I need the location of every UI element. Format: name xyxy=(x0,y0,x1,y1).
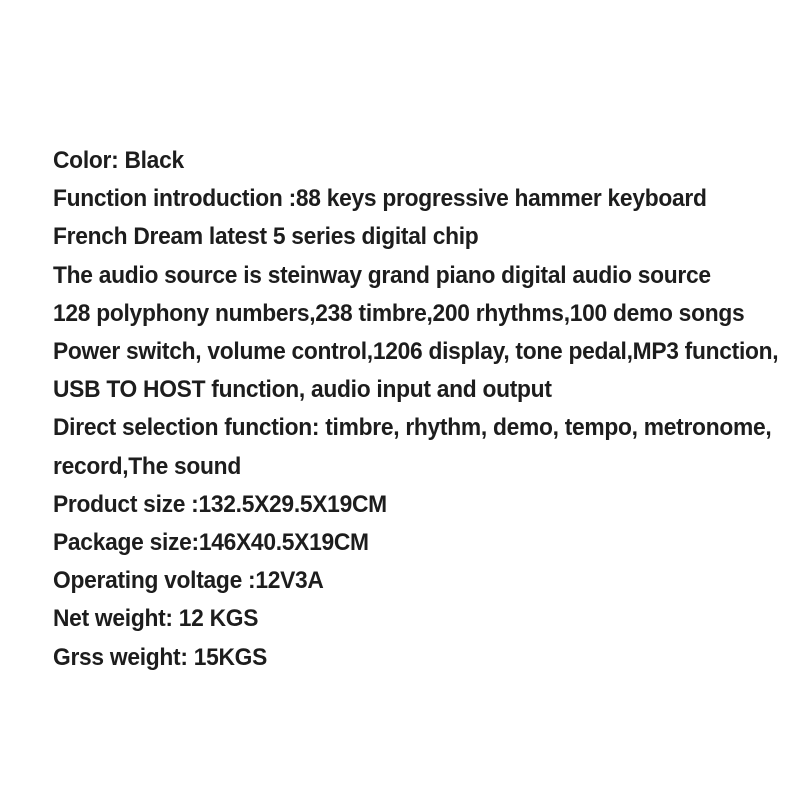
description-line-color: Color: Black xyxy=(53,147,184,174)
description-line-package-size: Package size:146X40.5X19CM xyxy=(53,529,369,557)
description-line-direct-selection: Direct selection function: timbre, rhythm, demo, tempo, metronome, xyxy=(53,414,772,442)
product-description xyxy=(53,142,800,677)
description-line-product-size: Product size :132.5X29.5X19CM xyxy=(53,490,387,518)
description-line-usb: USB TO HOST function, audio input and output xyxy=(53,376,552,404)
description-line-function-intro: Function introduction :88 keys progressive hammer keyboard xyxy=(53,185,707,213)
description-line-record: record,The sound xyxy=(53,452,241,480)
description-line-controls: Power switch, volume control,1206 display, tone pedal,MP3 function, xyxy=(53,338,779,366)
description-line-gross-weight: Grss weight: 15KGS xyxy=(53,643,268,671)
description-line-chip: French Dream latest 5 series digital chip xyxy=(53,223,479,251)
description-line-net-weight: Net weight: 12 KGS xyxy=(53,605,259,633)
description-line-polyphony: 128 polyphony numbers,238 timbre,200 rhythms,100 demo songs xyxy=(53,299,745,327)
description-line-audio-source: The audio source is steinway grand piano digital audio source xyxy=(53,261,711,289)
description-line-voltage: Operating voltage :12V3A xyxy=(53,567,324,595)
